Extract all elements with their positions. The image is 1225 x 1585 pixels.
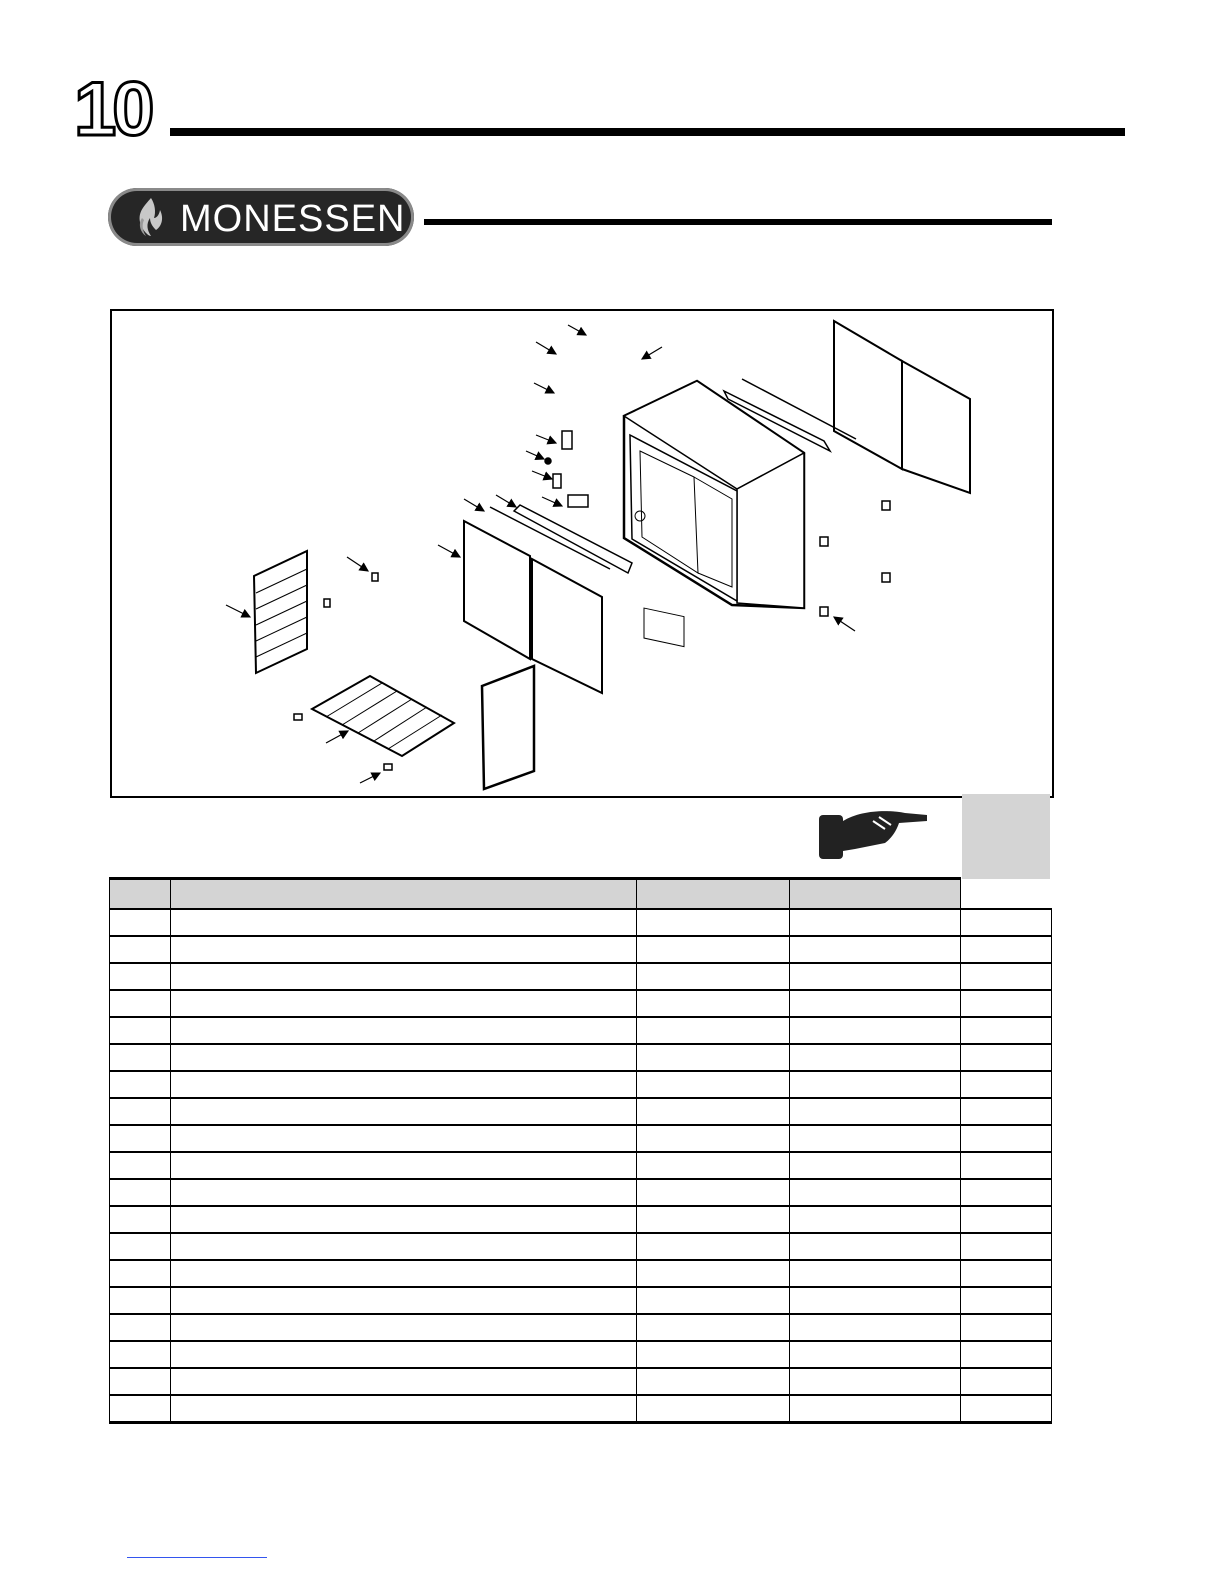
table-row <box>110 1044 1052 1071</box>
table-cell <box>637 1287 790 1314</box>
table-cell <box>171 1044 637 1071</box>
exploded-diagram <box>110 309 1054 798</box>
table-cell <box>110 1287 171 1314</box>
table-cell <box>110 1368 171 1395</box>
table-cell <box>637 1044 790 1071</box>
table-cell <box>171 1314 637 1341</box>
table-cell <box>110 1017 171 1044</box>
table-cell <box>171 1287 637 1314</box>
table-cell <box>790 1044 961 1071</box>
table-row <box>110 1260 1052 1287</box>
table-row <box>110 990 1052 1017</box>
table-row <box>110 1125 1052 1152</box>
table-cell <box>961 990 1052 1017</box>
table-cell <box>790 1368 961 1395</box>
table-cell <box>961 1341 1052 1368</box>
pointing-hand-icon <box>815 803 930 865</box>
back-panel-left <box>834 321 902 469</box>
header-cell <box>110 879 171 910</box>
table-cell <box>961 963 1052 990</box>
table-cell <box>961 1206 1052 1233</box>
table-cell <box>790 1098 961 1125</box>
table-cell <box>790 1152 961 1179</box>
table-cell <box>171 1341 637 1368</box>
table-row <box>110 1314 1052 1341</box>
table-cell <box>961 1125 1052 1152</box>
table-cell <box>637 1179 790 1206</box>
table-row <box>110 1179 1052 1206</box>
table-cell <box>790 1395 961 1423</box>
table-cell <box>110 1071 171 1098</box>
table-cell <box>637 1206 790 1233</box>
table-cell <box>790 909 961 936</box>
table-cell <box>637 1152 790 1179</box>
side-panel <box>482 666 534 789</box>
table-cell <box>171 1206 637 1233</box>
header-cell <box>171 879 637 910</box>
table-cell <box>110 1098 171 1125</box>
table-cell <box>637 1098 790 1125</box>
table-cell <box>961 1098 1052 1125</box>
front-panel-left <box>464 521 530 659</box>
brick-floor-panel <box>312 676 454 756</box>
table-cell <box>110 1260 171 1287</box>
table-cell <box>961 909 1052 936</box>
table-cell <box>637 1314 790 1341</box>
table-cell <box>110 1152 171 1179</box>
table-cell <box>110 990 171 1017</box>
brand-name: MONESSEN <box>180 198 406 240</box>
table-cell <box>637 1125 790 1152</box>
table-cell <box>790 1314 961 1341</box>
brand-logo <box>108 188 414 246</box>
table-cell <box>171 1233 637 1260</box>
parts-table <box>109 877 1052 1424</box>
table-cell <box>790 963 961 990</box>
exploded-diagram-drawing <box>112 311 1052 796</box>
table-cell <box>171 1179 637 1206</box>
table-cell <box>171 1152 637 1179</box>
table-cell <box>171 1098 637 1125</box>
table-cell <box>637 1017 790 1044</box>
table-cell <box>790 1179 961 1206</box>
back-panel-right <box>902 361 970 493</box>
header-rule <box>170 128 1125 136</box>
table-cell <box>171 1017 637 1044</box>
table-row <box>110 1368 1052 1395</box>
table-cell <box>961 1368 1052 1395</box>
table-cell <box>171 936 637 963</box>
table-cell <box>637 909 790 936</box>
table-cell <box>790 1233 961 1260</box>
table-cell <box>110 1125 171 1152</box>
table-row <box>110 963 1052 990</box>
table-cell <box>790 1017 961 1044</box>
table-cell <box>961 1314 1052 1341</box>
table-cell <box>110 1044 171 1071</box>
table-row <box>110 1233 1052 1260</box>
table-row <box>110 1287 1052 1314</box>
table-row <box>110 1206 1052 1233</box>
section-number: 10 <box>74 67 151 152</box>
table-cell <box>961 1152 1052 1179</box>
table-cell <box>961 1260 1052 1287</box>
table-cell <box>110 909 171 936</box>
table-cell <box>110 963 171 990</box>
table-cell <box>790 1206 961 1233</box>
table-cell <box>110 1395 171 1423</box>
brand-rule <box>424 219 1052 225</box>
footer-link[interactable] <box>127 1557 267 1558</box>
table-cell <box>790 1260 961 1287</box>
table-cell <box>171 1395 637 1423</box>
table-cell <box>790 1125 961 1152</box>
table-cell <box>637 963 790 990</box>
table-row <box>110 1395 1052 1423</box>
table-row <box>110 1098 1052 1125</box>
table-cell <box>110 1314 171 1341</box>
table-cell <box>961 1233 1052 1260</box>
table-header-row <box>110 879 1052 910</box>
table-row <box>110 1017 1052 1044</box>
table-cell <box>637 990 790 1017</box>
table-cell <box>110 1206 171 1233</box>
table-cell <box>961 1017 1052 1044</box>
flame-icon <box>134 196 168 238</box>
table-row <box>110 1341 1052 1368</box>
table-cell <box>171 990 637 1017</box>
table-cell <box>790 1071 961 1098</box>
front-panel-right <box>532 559 602 693</box>
table-cell <box>637 1260 790 1287</box>
header-spacer <box>961 879 1052 910</box>
table-cell <box>110 1179 171 1206</box>
table-cell <box>110 1341 171 1368</box>
header-cell <box>790 879 961 910</box>
table-row <box>110 1152 1052 1179</box>
table-cell <box>961 1395 1052 1423</box>
table-cell <box>961 1287 1052 1314</box>
table-cell <box>961 1044 1052 1071</box>
header-cell <box>637 879 790 910</box>
table-cell <box>110 1233 171 1260</box>
table-cell <box>961 1071 1052 1098</box>
table-cell <box>637 1395 790 1423</box>
table-cell <box>637 1341 790 1368</box>
table-row <box>110 1071 1052 1098</box>
table-cell <box>637 1368 790 1395</box>
table-cell <box>171 1125 637 1152</box>
table-cell <box>171 909 637 936</box>
table-cell <box>790 936 961 963</box>
table-cell <box>637 1071 790 1098</box>
table-cell <box>171 1368 637 1395</box>
table-cell <box>637 1233 790 1260</box>
table-cell <box>171 1071 637 1098</box>
table-cell <box>790 1287 961 1314</box>
table-row <box>110 909 1052 936</box>
table-cell <box>961 1179 1052 1206</box>
table-cell <box>171 1260 637 1287</box>
table-cell <box>790 1341 961 1368</box>
table-cell <box>171 963 637 990</box>
table-row <box>110 936 1052 963</box>
table-cell <box>637 936 790 963</box>
table-cell <box>110 936 171 963</box>
table-cell <box>961 936 1052 963</box>
table-cell <box>790 990 961 1017</box>
